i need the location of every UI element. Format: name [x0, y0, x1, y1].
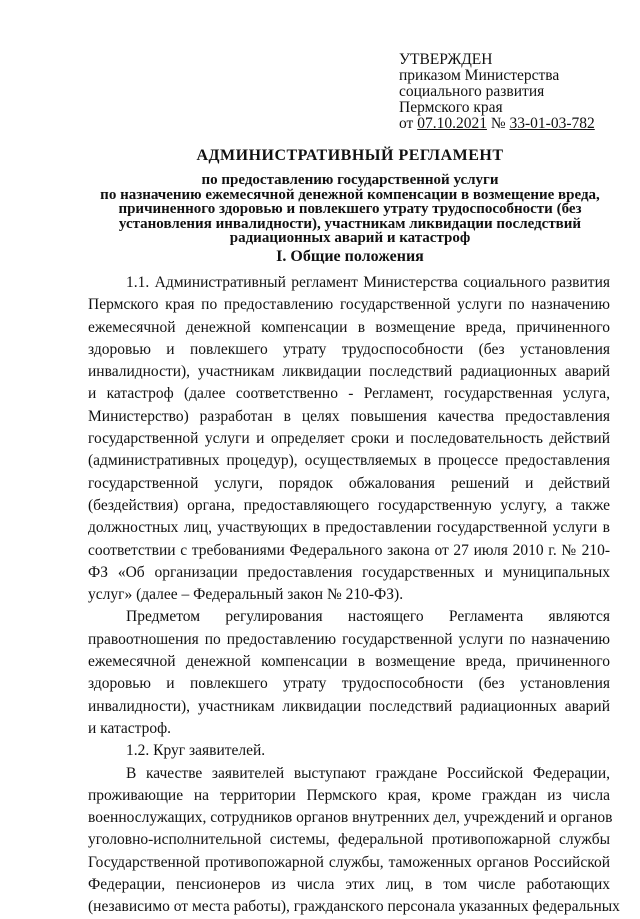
body-text: [88, 272, 620, 919]
text-line: 1.1. Административный регламент Министерства социального развития: [126, 274, 610, 291]
text-line: проживающие на территории Пермского края, кроме граждан из числа: [88, 786, 610, 804]
text-line: услуг» (далее – Федеральный закон № 210-ФЗ).: [88, 586, 404, 604]
subtitle-line: по назначению ежемесячной денежной компенсации в возмещение вреда,: [100, 186, 600, 203]
text-line: инвалидности), участникам ликвидации последствий радиационных аварий: [88, 697, 610, 715]
text-line: Министерство) разработан в целях повышения качества предоставления: [88, 407, 610, 425]
approval-line-1: приказом Министерства: [399, 67, 560, 84]
document-title: АДМИНИСТРАТИВНЫЙ РЕГЛАМЕНТ: [196, 147, 504, 164]
subtitle-line: радиационных аварий и катастроф: [229, 230, 471, 246]
text-line: Государственной противопожарной службы, таможенных органов Российской: [88, 853, 610, 871]
text-line: ежемесячной денежной компенсации в возмещение вреда, причиненного: [88, 653, 610, 671]
text-line: государственной услуги и определяет сроки и последовательность действий: [88, 430, 610, 448]
text-line: здоровью и повлекшего утрату трудоспособности (без установления: [88, 675, 610, 693]
text-line: В качестве заявителей выступают граждане Российской Федерации,: [126, 764, 610, 782]
text-line: (независимо от места работы), гражданского персонала указанных федеральных: [88, 898, 620, 916]
number-prefix: №: [486, 115, 510, 132]
text-line: государственной услуги, порядок обжалования решений и действий: [88, 474, 610, 492]
text-line: должностных лиц, участвующих в предоставлении государственной услуги в: [88, 519, 610, 537]
approval-date: 07.10.2021: [417, 115, 487, 132]
text-line: Предметом регулирования настоящего Регламента являются: [126, 608, 610, 626]
text-line: Пермского края по предоставлению государственной услуги по назначению: [88, 296, 610, 314]
text-line: соответствии с требованиями Федерального закона от 27 июля 2010 г. № 210-: [88, 541, 610, 559]
approval-number: 33-01-03-782: [509, 115, 595, 132]
section-title: I. Общие положения: [276, 248, 424, 265]
date-prefix: от: [399, 115, 418, 132]
approval-line-3: Пермского края: [399, 99, 503, 116]
text-line: Федерации, пенсионеров из числа этих лиц, в том числе работающих: [88, 876, 610, 894]
subtitle-line: установления инвалидности), участникам ликвидации последствий: [118, 215, 582, 232]
text-line: (административных процедур), осуществляемых в процессе предоставления: [88, 452, 610, 470]
approval-date-line: [399, 116, 629, 132]
subtitle-line: причиненного здоровью и повлекшего утрату трудоспособности (без: [118, 201, 582, 217]
text-line: и катастроф (далее соответственно - Регламент, государственная услуга,: [88, 385, 610, 403]
approval-stamp: [399, 52, 629, 132]
text-line: здоровью и повлекшего утрату трудоспособности (без установления: [88, 340, 610, 358]
text-line: 1.2. Круг заявителей.: [126, 742, 266, 760]
approval-heading: УТВЕРЖДЕН: [399, 51, 493, 68]
subtitle-line: по предоставлению государственной услуги: [201, 172, 499, 188]
document-title-block: [80, 147, 620, 246]
text-line: уголовно-исполнительной системы, федеральной противопожарной службы: [88, 831, 610, 849]
text-line: ФЗ «Об организации предоставления государственных и муниципальных: [88, 563, 610, 581]
text-line: военнослужащих, сотрудников органов внутренних дел, учреждений и органов: [88, 809, 613, 827]
approval-line-2: социального развития: [399, 83, 545, 100]
text-line: инвалидности), участникам ликвидации последствий радиационных аварий: [88, 363, 610, 381]
text-line: (бездействия) органа, предоставляющего государственную услугу, а также: [88, 496, 610, 514]
text-line: правоотношения по предоставлению государственной услуги по назначению: [88, 630, 610, 648]
text-line: ежемесячной денежной компенсации в возмещение вреда, причиненного: [88, 318, 610, 336]
text-line: и катастроф.: [88, 719, 172, 737]
